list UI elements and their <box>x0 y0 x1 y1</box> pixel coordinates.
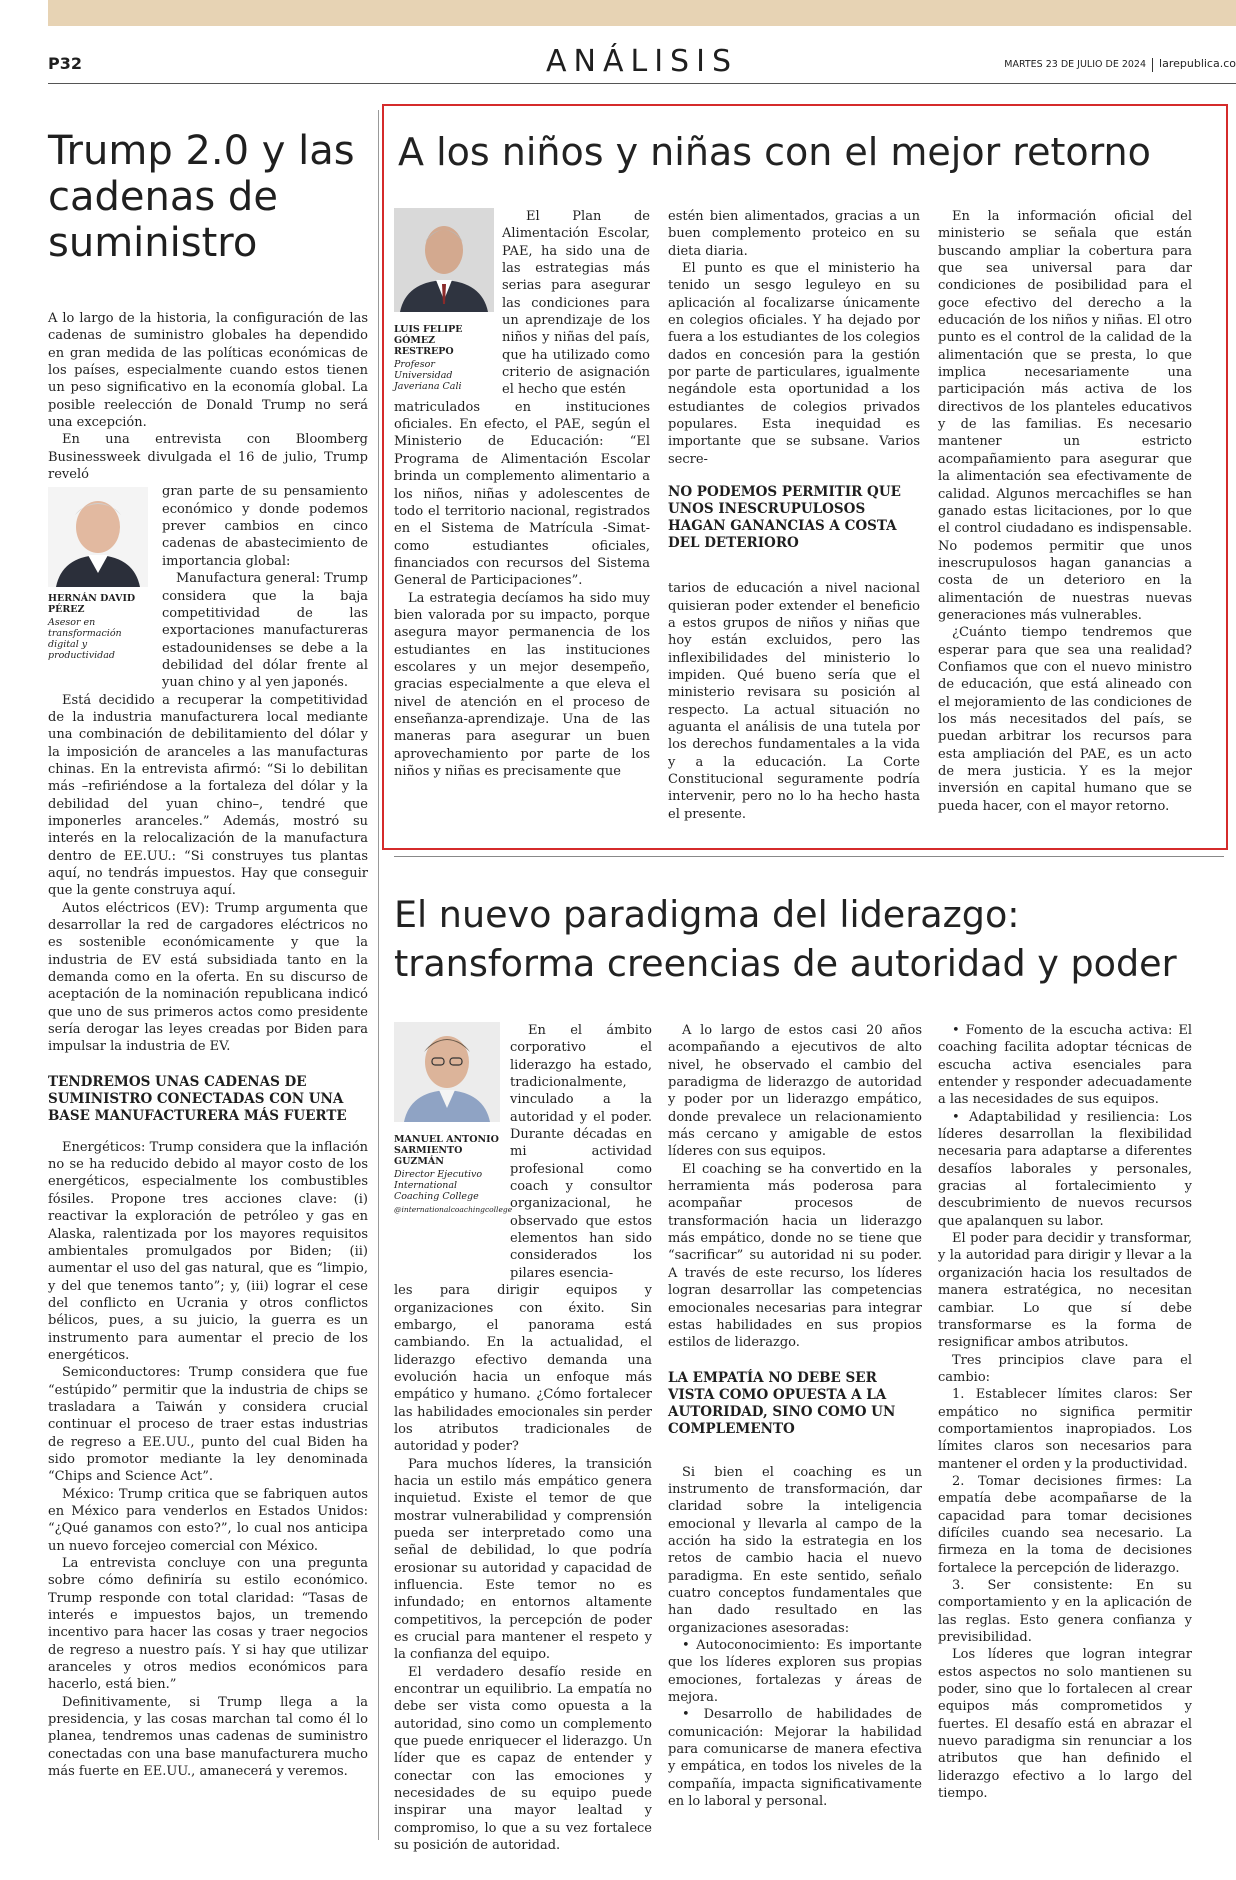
author-wrap-block <box>394 208 650 399</box>
paragraph: tarios de educación a nivel nacional quisieran poder extender el beneficio a estos grupos de niños y niñas que hoy están excluidos, pero las inflexibilidades del ministerio lo impiden. Qué bueno sería que el ministerio revisara su posición al respecto. La actual situación no aguanta el análisis de una tutela por los derechos fundamentales a la vida y a la educación. La Corte Constitucional seguramente podría intervenir, pero no lo ha hecho hasta el presente. <box>668 581 920 822</box>
left-article-body-a <box>48 692 368 1056</box>
article-a-col3 <box>938 208 1192 815</box>
top-color-band <box>48 0 1236 26</box>
article-a-col2-top <box>668 208 920 468</box>
author-photo <box>48 487 148 587</box>
paragraph: Definitivamente, si Trump llega a la presidencia, y las cosas marchan tal como él lo planea, tendremos unas cadenas de suministro conectadas con una base manufacturera mucho más fuerte en EE.UU., amanecerá y veremos. <box>48 1694 368 1780</box>
article-b-col3-body <box>938 1022 1192 1802</box>
paragraph: En el ámbito corporativo el liderazgo ha estado, tradicionalmente, vinculado a la autoridad y el poder. Durante décadas en mi actividad profesional como coach y consultor organizacional, he observado que estos elementos han sido considerados los pilares esencia- <box>510 1023 652 1281</box>
paragraph: Está decidido a recuperar la competitividad de la industria manufacturera local mediante una combinación de debilitamiento del dólar y la imposición de aranceles a las manufacturas chinas. En la entrevista afirmó: “Si lo debilitan más –refiriéndose a la fortaleza del dólar y la debilidad del yuan chino–, tendré que imponerles aranceles.” Además, mostró su interés en la relocalización de la manufactura dentro de EE.UU.: “Si construyes tus plantas aquí, no tendrás impuestos. Hay que conseguir que la gente construya aquí. <box>48 692 368 899</box>
paragraph: México: Trump critica que se fabriquen autos en México para venderlos en Estados Unidos: “¿Qué ganamos con esto?”, lo cual nos anticipa un nuevo forcejeo comercial con México. <box>48 1486 368 1554</box>
article-a-subhead: NO PODEMOS PERMITIR QUE UNOS INESCRUPULOSOS HAGAN GANANCIAS A COSTA DEL DETERIORO <box>668 484 901 552</box>
paragraph: A lo largo de la historia, la configuración de las cadenas de suministro globales ha dependido en gran medida de las políticas económicas de los países, especialmente cuando estos tienen un peso significativo en la economía global. La posible reelección de Donald Trump no será una excepción. <box>48 311 368 431</box>
paragraph: Energéticos: Trump considera que la inflación no se ha reducido debido al mayor costo de los energéticos, especialmente los combustibles fósiles. Propone tres acciones clave: (i) reactivar la exploración de petróleo y gas en Alaska, ralentizada por los mayores requisitos ambientales promulgados por Biden; (ii) aumentar el uso del gas natural, que es “limpio, y del que tenemos tanto”; y, (iii) lograr el cese del conflicto en Ucrania y otros conflictos bélicos, pues, a su juicio, la guerra es un instrumento para aumentar el precio de los energéticos. <box>48 1139 368 1363</box>
paragraph: • Adaptabilidad y resiliencia: Los líderes desarrollan la flexibilidad necesaria para adaptarse a diferentes desafíos laborales y personales, gracias al fortalecimiento y descubrimiento de nuevos recursos que apalanquen su labor. <box>938 1109 1192 1229</box>
paragraph: estén bien alimentados, gracias a un buen complemento proteico en su dieta diaria. <box>668 209 920 259</box>
section-title: ANÁLISIS <box>546 44 738 79</box>
publication-date: MARTES 23 DE JULIO DE 2024 <box>1004 59 1147 70</box>
paragraph: • Fomento de la escucha activa: El coaching facilita adoptar técnicas de escucha activa esenciales para entender y responder adecuadamente a las necesidades de sus equipos. <box>938 1023 1192 1108</box>
author-photo <box>394 1022 500 1122</box>
page-header <box>48 44 1236 84</box>
left-article-body-b <box>48 1139 368 1781</box>
author-role: Asesor en transformación digital y productividad <box>48 617 122 662</box>
paragraph: Autos eléctricos (EV): Trump argumenta que desarrollar la red de cargadores eléctricos no es sostenible económicamente y que la industria de EV está subsidiada tanto en la demanda como en la oferta. En su discurso de aceptación de la nominación republicana indicó que uno de sus primeros actos como presidente sería derogar las leyes creadas por Biden para impulsar la industria de EV. <box>48 900 368 1055</box>
article-b-col1 <box>394 1022 652 1855</box>
header-divider <box>1152 58 1153 72</box>
article-a-col2-bottom <box>668 580 920 823</box>
article-b-title <box>394 890 1224 988</box>
wrap-text <box>162 483 368 691</box>
paragraph: • Autoconocimiento: Es importante que los líderes exploren sus propias emociones, fortalezas y áreas de mejora. <box>668 1637 922 1705</box>
paragraph: • Desarrollo de habilidades de comunicación: Mejorar la habilidad para comunicarse de manera efectiva y empática, en todos los niveles de la compañía, impacta significativamente en lo laboral y personal. <box>668 1707 922 1810</box>
left-article-subhead: TENDREMOS UNAS CADENAS DE SUMINISTRO CONECTADAS CON UNA BASE MANUFACTURERA MÁS FUERTE <box>48 1073 347 1124</box>
column-divider <box>378 110 379 1840</box>
paragraph: Para muchos líderes, la transición hacia un estilo más empático genera inquietud. Existe el temor de que mostrar vulnerabilidad y comprensión pueda ser interpretado como una señal de debilidad, lo que podría erosionar su autoridad y capacidad de influencia. Este temor no es infundado; en entornos altamente competitivos, la percepción de poder es crucial para mantener el respeto y la confianza del equipo. <box>394 1456 652 1663</box>
paragraph: matriculados en instituciones oficiales. En efecto, el PAE, según el Ministerio de Educación: “El Programa de Alimentación Escolar brinda un complemento alimentario a los niños, niñas y adolescentes de todo el territorio nacional, registrados en el Sistema de Matrícula -Simat- como estudiantes oficiales, financiados con recursos del Sistema General de Participaciones”. <box>394 399 650 589</box>
author-wrap-block <box>394 1022 652 1282</box>
paragraph: gran parte de su pensamiento económico y donde podemos prever cambios en cinco cadenas de abastecimiento de importancia global: <box>162 484 368 569</box>
paragraph: El poder para decidir y transformar, y la autoridad para dirigir y llevar a la organización hacia los resultados de manera estratégica, no necesitan cambiar. Lo que sí debe transformarse es la forma de resignificar ambos atributos. <box>938 1231 1192 1351</box>
author-handle: @internationalcoachingcollege <box>394 1205 513 1214</box>
article-a-title: A los niños y niñas con el mejor retorno <box>398 130 1151 174</box>
article-b-col2 <box>668 1022 922 1810</box>
paragraph: Si bien el coaching es un instrumento de transformación, dar claridad sobre la inteligencia emocional y llevarla al campo de la acción ha sido la estrategia en los retos de cambio hacia el nuevo paradigma. En este sentido, señalo cuatro conceptos fundamentales que han dado resultado en las organizaciones asesoradas: <box>668 1464 922 1636</box>
author-photo <box>394 208 494 312</box>
author-role: Director Ejecutivo International Coaching College <box>394 1169 483 1202</box>
article-b-subhead: LA EMPATÍA NO DEBE SER VISTA COMO OPUESTA A LA AUTORIDAD, SINO COMO UN COMPLEMENTO <box>668 1369 896 1437</box>
article-divider <box>394 856 1224 857</box>
paragraph: ¿Cuánto tiempo tendremos que esperar para que sea una realidad? Confiamos que con el nuevo ministro de educación, que está alineado con el mejoramiento de las condiciones de los más necesitados del país, se puedan arbitrar los recursos para esta ampliación del PAE, es un acto de mera justicia. Y es la mejor inversión en capital humano que se pueda hacer, con el mayor retorno. <box>938 625 1192 814</box>
paragraph: Los líderes que logran integrar estos aspectos no solo mantienen su poder, sino que lo fortalecen al crear equipos más comprometidos y fuertes. El desafío está en abrazar el nuevo paradigma sin renunciar a los atributos que han definido el liderazgo efectivo a lo largo del tiempo. <box>938 1647 1192 1802</box>
paragraph: El verdadero desafío reside en encontrar un equilibrio. La empatía no debe ser vista como opuesta a la autoridad, sino como un complemento que puede enriquecer el liderazgo. Un líder que es capaz de entender y conectar con las emociones y necesidades de su equipo puede inspirar una mayor lealtad y compromiso, lo que a su vez fortalece su posición de autoridad. <box>394 1664 652 1854</box>
left-article-title: Trump 2.0 y las cadenas de suministro <box>48 128 355 266</box>
paragraph: En la información oficial del ministerio se señala que están buscando ampliar la cobertura para que sea universal para dar condiciones de posibilidad para el goce efectivo del derecho a la educación de los niños y niñas. El otro punto es el control de la calidad de la alimentación que se presta, lo que implica necesariamente una participación más activa de los directivos de los planteles educativos y de las familias. Es necesario mantener un estricto acompañamiento para asegurar que la alimentación sea efectivamente de calidad. Algunos mercachifles se han ganado estas licitaciones, por lo que el control ciudadano es indispensable. No podemos permitir que unos inescrupulosos hagan ganancias a costa de un deterioro en la alimentación de nuestras nuevas generaciones más vulnerables. <box>938 209 1192 623</box>
author-name: HERNÁN DAVID PÉREZ <box>48 593 136 616</box>
author-name: LUIS FELIPE GÓMEZ RESTREPO <box>394 324 463 357</box>
author-box <box>394 1022 513 1282</box>
paragraph: Tres principios clave para el cambio: <box>938 1352 1192 1385</box>
article-a-col3-body <box>938 208 1192 815</box>
site-link[interactable]: larepublica.co <box>1159 57 1236 70</box>
paragraph: 1. Establecer límites claros: Ser empático no significa permitir comportamientos inapropiados. Los límites claros son necesarios para mantener el orden y la productividad. <box>938 1387 1192 1472</box>
author-box <box>394 208 494 399</box>
paragraph: les para dirigir equipos y organizaciones con éxito. Sin embargo, el panorama está cambiando. En la actualidad, el liderazgo efectivo demanda una evolución hacia un enfoque más empático y humano. ¿Cómo fortalecer las habilidades emocionales sin perder los atributos tradicionales de autoridad y poder? <box>394 1283 652 1455</box>
author-role: Profesor Universidad Javeriana Cali <box>394 359 462 392</box>
dateline <box>1004 57 1236 72</box>
article-b-col2-bottom <box>668 1464 922 1811</box>
paragraph: El coaching se ha convertido en la herramienta más poderosa para acompañar procesos de transformación hacia un liderazgo más empático, donde no se tiene que “sacrificar” su autoridad ni su poder. A través de este recurso, los líderes logran desarrollar las competencias emocionales necesarias para integrar estas habilidades en sus propios estilos de liderazgo. <box>668 1161 922 1351</box>
paragraph: Manufactura general: Trump considera que la baja competitividad de las exportaciones manufactureras estadounidenses se debe a la debilidad del dólar frente al yuan chino y al yen japonés. <box>162 571 368 691</box>
paragraph: La estrategia decíamos ha sido muy bien valorada por su impacto, porque asegura mayor permanencia de los estudiantes en las instituciones escolares y un mejor desempeño, gracias especialmente a que eleva el nivel de atención en el proceso de enseñanza-aprendizaje. Una de las maneras para asegurar un buen aprovechamiento por parte de los niños y niñas es precisamente que <box>394 590 650 779</box>
paragraph: 2. Tomar decisiones firmes: La empatía debe acompañarse de la capacidad para tomar decisiones difíciles cuando sea necesario. La firmeza en la toma de decisiones fortalece la percepción de liderazgo. <box>938 1473 1192 1576</box>
article-b-col1-body <box>394 1282 652 1854</box>
wrap-text <box>510 1022 652 1282</box>
paragraph: El Plan de Alimentación Escolar, PAE, ha sido una de las estrategias más serias para asegurar las condiciones para un aprendizaje de los niños y niñas del país, que ha utilizado como criterio de asignación el hecho que estén <box>502 209 650 398</box>
article-b-col3 <box>938 1022 1192 1802</box>
paragraph: La entrevista concluye con una pregunta sobre cómo definiría su estilo económico. Trump responde con total claridad: “Tasas de interés e impuestos bajos, un tremendo incentivo para hacer las cosas y traer negocios de regreso a nuestro país. Y si hay que utilizar aranceles y otros medios económicos para hacerlo, está bien.” <box>48 1556 368 1693</box>
paragraph: El punto es que el ministerio ha tenido un sesgo leguleyo en su aplicación al focalizarse únicamente en colegios oficiales. Y ha dejado por fuera a los estudiantes de los colegios dados en concesión para la gestión por parte de particulares, igualmente negándole esta oportunidad a los estudiantes de colegios privados populares. Esta inequidad es importante que se subsane. Varios secre- <box>668 261 920 467</box>
paragraph: A lo largo de estos casi 20 años acompañando a ejecutivos de alto nivel, he observado el cambio del paradigma de liderazgo de autoridad y poder por un liderazgo empático, donde prevalece un relacionamiento más cercano y amigable de estos líderes con sus equipos. <box>668 1023 922 1160</box>
page-number: P32 <box>48 54 82 73</box>
article-b-title-line2: transforma creencias de autoridad y poder <box>394 942 1177 985</box>
article-a-col2 <box>668 208 920 823</box>
author-wrap-block <box>48 483 368 691</box>
left-article <box>48 128 368 1781</box>
left-article-intro <box>48 310 368 483</box>
article-b-title-line1: El nuevo paradigma del liderazgo: <box>394 893 1020 936</box>
paragraph: 3. Ser consistente: En su comportamiento y en la aplicación de las reglas. Esto genera confianza y previsibilidad. <box>938 1578 1192 1646</box>
wrap-text <box>502 208 650 399</box>
article-b-col2-top <box>668 1022 922 1352</box>
author-box <box>48 483 152 691</box>
paragraph: Semiconductores: Trump considera que fue “estúpido” permitir que la industria de chips se trasladara a Taiwán y considera crucial continuar el proceso de traer estas industrias de regreso a EE.UU., punto del cual Biden ha sido promotor mediante la ley denominada “Chips and Science Act”. <box>48 1365 368 1485</box>
article-a-col1-body <box>394 399 650 781</box>
article-a-col1 <box>394 208 650 780</box>
author-name: MANUEL ANTONIO SARMIENTO GUZMÁN <box>394 1134 499 1167</box>
paragraph: En una entrevista con Bloomberg Businessweek divulgada el 16 de julio, Trump reveló <box>48 432 368 483</box>
